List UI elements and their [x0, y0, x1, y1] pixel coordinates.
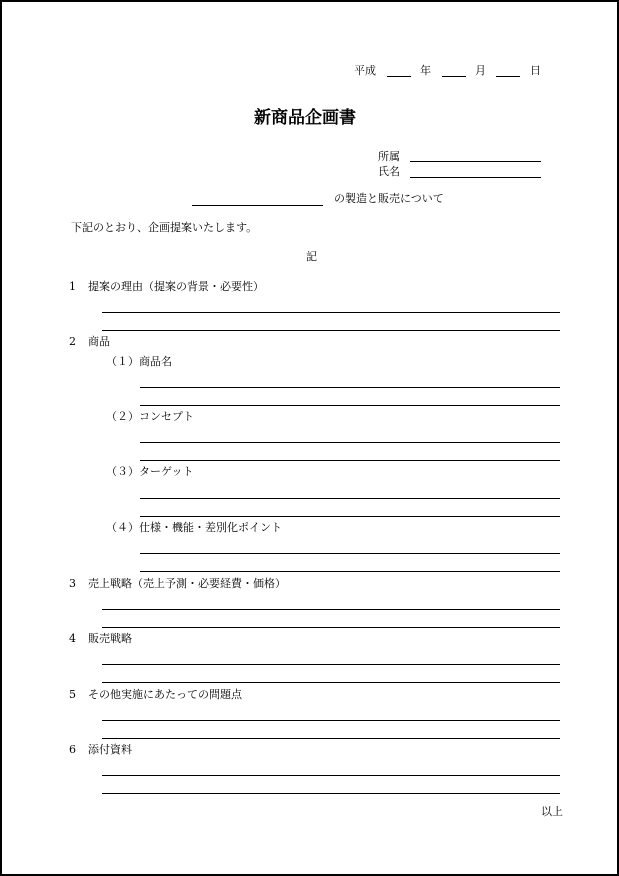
affiliation-label: 所属 [378, 150, 400, 163]
year-blank[interactable] [387, 76, 411, 77]
section-5-writing-line-1[interactable] [102, 720, 560, 721]
day-label: 日 [530, 64, 541, 77]
section-4-number: 4 [69, 632, 76, 645]
section-3-number: 3 [69, 577, 76, 590]
section-1-writing-line-2[interactable] [102, 330, 560, 331]
month-blank[interactable] [442, 76, 466, 77]
subitem-1-label: （１）商品名 [106, 355, 172, 368]
section-1-label: 提案の理由（提案の背景・必要性） [88, 280, 264, 293]
section-6-number: 6 [69, 743, 76, 756]
subitem-2-writing-line-2[interactable] [140, 460, 560, 461]
product-name-blank[interactable] [192, 205, 323, 206]
document-title: 新商品企画書 [254, 108, 356, 128]
section-2-label: 商品 [88, 335, 110, 348]
subitem-3-writing-line-1[interactable] [140, 498, 560, 499]
section-2-number: 2 [69, 335, 76, 348]
subitem-4-writing-line-2[interactable] [140, 571, 560, 572]
section-6-writing-line-2[interactable] [102, 793, 560, 794]
name-label: 氏名 [378, 165, 400, 178]
section-4-writing-line-2[interactable] [102, 682, 560, 683]
name-blank[interactable] [410, 177, 541, 178]
era-label: 平成 [354, 64, 376, 77]
section-4-label: 販売戦略 [88, 632, 132, 645]
month-label: 月 [475, 64, 486, 77]
subitem-4-label: （４）仕様・機能・差別化ポイント [106, 521, 282, 534]
section-3-writing-line-2[interactable] [102, 627, 560, 628]
section-3-writing-line-1[interactable] [102, 609, 560, 610]
subitem-1-writing-line-2[interactable] [140, 405, 560, 406]
day-blank[interactable] [496, 76, 520, 77]
section-5-number: 5 [69, 688, 76, 701]
section-6-label: 添付資料 [88, 743, 132, 756]
intro-text: 下記のとおり、企画提案いたします。 [71, 221, 258, 234]
subitem-1-writing-line-1[interactable] [140, 387, 560, 388]
affiliation-blank[interactable] [410, 161, 541, 162]
subitem-2-label: （２）コンセプト [106, 410, 194, 423]
section-4-writing-line-1[interactable] [102, 664, 560, 665]
section-5-writing-line-2[interactable] [102, 738, 560, 739]
subitem-3-label: （３）ターゲット [106, 465, 194, 478]
subitem-2-writing-line-1[interactable] [140, 442, 560, 443]
ki-label: 記 [306, 250, 317, 263]
subitem-4-writing-line-1[interactable] [140, 553, 560, 554]
year-label: 年 [420, 64, 431, 77]
section-6-writing-line-1[interactable] [102, 775, 560, 776]
section-3-label: 売上戦略（売上予測・必要経費・価格） [88, 577, 286, 590]
section-1-writing-line-1[interactable] [102, 312, 560, 313]
subject-suffix: の製造と販売について [334, 192, 444, 205]
section-5-label: その他実施にあたっての問題点 [88, 688, 242, 701]
subitem-3-writing-line-2[interactable] [140, 516, 560, 517]
section-1-number: 1 [69, 280, 76, 293]
closing-text: 以上 [541, 805, 563, 818]
